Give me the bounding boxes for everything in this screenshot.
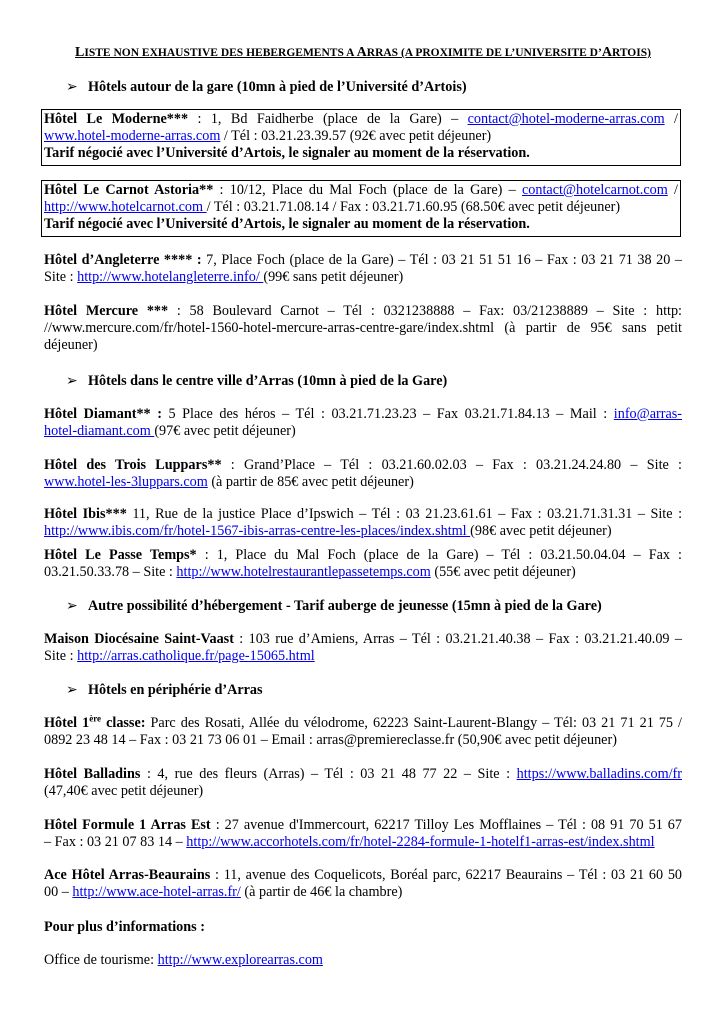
hotel-name: Hôtel 1ère classe:	[44, 713, 146, 731]
page-title: LISTE NON EXHAUSTIVE DES HEBERGEMENTS A ARRAS (A PROXIMITE DE L’UNIVERSITE D’ARTOIS)	[75, 45, 651, 60]
website-link[interactable]: https://www.balladins.com/fr	[516, 766, 682, 782]
maison-diocesaine-entry: Maison Diocésaine Saint-Vaast : 103 rue d’Amiens, Arras – Tél : 03.21.21.40.38 – Fax : 03.21.21.40.09 – Site : http://arras.catholique.fr/page-15065.html	[44, 631, 682, 664]
email-link[interactable]: contact@hotel-moderne-arras.com	[467, 111, 665, 127]
hotel-name: Hôtel Formule 1 Arras Est	[44, 817, 211, 833]
website-link[interactable]: www.hotel-moderne-arras.com	[44, 128, 221, 144]
website-link[interactable]: http://www.ace-hotel-arras.fr/	[72, 884, 241, 900]
arrow-bullet-icon: ➢	[66, 682, 78, 698]
hotel-name: Hôtel Le Moderne***	[44, 111, 189, 127]
hotel-moderne-entry: Hôtel Le Moderne*** : 1, Bd Faidherbe (place de la Gare) – contact@hotel-moderne-arras.com / www.hotel-moderne-arras.com / Tél : 03.21.23.39.57 (92€ avec petit déjeuner) Tarif négocié avec l’Université d’Artois, le signaler au moment de la réservation.	[41, 109, 681, 166]
hotel-name: Hôtel Le Carnot Astoria**	[44, 182, 214, 198]
arrow-bullet-icon: ➢	[66, 373, 78, 389]
email-link-continued[interactable]: hotel-diamant.com	[44, 423, 155, 439]
hotel-name: Hôtel des Trois Luppars**	[44, 457, 222, 473]
hotel-balladins-entry: Hôtel Balladins : 4, rue des fleurs (Arras) – Tél : 03 21 48 77 22 – Site : https://www.balladins.com/fr (47,40€ avec petit déjeuner)	[44, 766, 682, 799]
hotel-premiere-classe-entry: Hôtel 1ère classe: Parc des Rosati, Allée du vélodrome, 62223 Saint-Laurent-Blangy – Tél: 03 21 71 21 75 / 0892 23 48 14 – Fax : 03 21 73 06 01 – Email : arras@premiereclasse.fr (50,90€ avec petit déjeuner)	[44, 713, 682, 748]
arrow-bullet-icon: ➢	[66, 79, 78, 95]
website-link[interactable]: http://arras.catholique.fr/page-15065.html	[77, 648, 315, 664]
website-link[interactable]: www.hotel-les-3luppars.com	[44, 474, 208, 490]
negotiated-rate-note: Tarif négocié avec l’Université d’Artois, le signaler au moment de la réservation.	[44, 216, 530, 232]
more-info-heading: Pour plus d’informations :	[44, 919, 205, 935]
hotel-angleterre-entry: Hôtel d’Angleterre **** : 7, Place Foch (place de la Gare) – Tél : 03 21 51 51 16 – Fax : 03 21 71 38 20 – Site : http://www.hotelangleterre.info/ (99€ sans petit déjeuner)	[44, 252, 682, 285]
hotel-name: Hôtel Ibis***	[44, 506, 127, 522]
hotel-luppars-entry: Hôtel des Trois Luppars** : Grand’Place – Tél : 03.21.60.02.03 – Fax : 03.21.24.24.80 – Site : www.hotel-les-3luppars.com (à partir de 85€ avec petit déjeuner)	[44, 457, 682, 490]
hotel-ibis-entry: Hôtel Ibis*** 11, Rue de la justice Place d’Ipswich – Tél : 03 21.23.61.61 – Fax : 03.21.71.31.31 – Site : http://www.ibis.com/fr/hotel-1567-ibis-arras-centre-les-places/index.shtml (98€ avec petit déjeuner)	[44, 506, 683, 539]
website-link[interactable]: http://www.hotelcarnot.com	[44, 199, 207, 215]
section-heading-gare: ➢ Hôtels autour de la gare (10mn à pied de l’Université d’Artois)	[66, 79, 467, 95]
hotel-mercure-entry: Hôtel Mercure *** : 58 Boulevard Carnot – Tél : 0321238888 – Fax: 03/21238889 – Site : http: //www.mercure.com/fr/hotel-1560-hotel-mercure-arras-centre-gare/index.shtml (à partir de 95€ sans petit déjeuner)	[44, 303, 682, 353]
arrow-bullet-icon: ➢	[66, 598, 78, 614]
email-link[interactable]: info@arras-	[613, 406, 682, 422]
website-link[interactable]: http://www.accorhotels.com/fr/hotel-2284-formule-1-hotelf1-arras-est/index.shtml	[186, 834, 655, 850]
website-link[interactable]: http://www.hotelangleterre.info/	[77, 269, 264, 285]
ace-hotel-entry: Ace Hôtel Arras-Beaurains : 11, avenue des Coquelicots, Boréal parc, 62217 Beaurains – Tél : 03 21 60 50 00 – http://www.ace-hotel-arras.fr/ (à partir de 46€ la chambre)	[44, 867, 683, 900]
website-link[interactable]: http://www.ibis.com/fr/hotel-1567-ibis-arras-centre-les-places/index.shtml	[44, 523, 471, 539]
tourism-office-entry: Office de tourisme: http://www.explorearras.com	[44, 952, 323, 968]
hotel-name: Hôtel Le Passe Temps*	[44, 547, 197, 563]
hotel-name: Hôtel d’Angleterre **** :	[44, 252, 202, 268]
hotel-name: Hôtel Diamant** :	[44, 406, 162, 422]
hotel-name: Hôtel Mercure ***	[44, 303, 169, 319]
section-heading-centre: ➢ Hôtels dans le centre ville d’Arras (10mn à pied de la Gare)	[66, 373, 448, 389]
negotiated-rate-note: Tarif négocié avec l’Université d’Artois, le signaler au moment de la réservation.	[44, 145, 530, 161]
website-link[interactable]: http://www.hotelrestaurantlepassetemps.com	[176, 564, 431, 580]
hotel-carnot-entry: Hôtel Le Carnot Astoria** : 10/12, Place du Mal Foch (place de la Gare) – contact@hotelcarnot.com / http://www.hotelcarnot.com / Tél : 03.21.71.08.14 / Fax : 03.21.71.60.95 (68.50€ avec petit déjeuner) Tarif négocié avec l’Université d’Artois, le signaler au moment de la réservation.	[41, 180, 681, 237]
hotel-name: Maison Diocésaine Saint-Vaast	[44, 631, 234, 647]
section-heading-auberge: ➢ Autre possibilité d’hébergement - Tarif auberge de jeunesse (15mn à pied de la Gare)	[66, 598, 602, 614]
hotel-name: Hôtel Balladins	[44, 766, 141, 782]
hotel-diamant-entry: Hôtel Diamant** : 5 Place des héros – Tél : 03.21.71.23.23 – Fax 03.21.71.84.13 – Mail : info@arras- hotel-diamant.com (97€ avec petit déjeuner)	[44, 406, 682, 439]
hotel-passe-temps-entry: Hôtel Le Passe Temps* : 1, Place du Mal Foch (place de la Gare) – Tél : 03.21.50.04.04 – Fax : 03.21.50.33.78 – Site : http://www.hotelrestaurantlepassetemps.com (55€ avec petit déjeuner)	[44, 547, 682, 580]
section-heading-peripherie: ➢ Hôtels en périphérie d’Arras	[66, 682, 263, 698]
email-link[interactable]: contact@hotelcarnot.com	[521, 182, 668, 198]
website-link[interactable]: http://www.explorearras.com	[157, 952, 323, 968]
hotel-formule1-entry: Hôtel Formule 1 Arras Est : 27 avenue d'Immercourt, 62217 Tilloy Les Mofflaines – Tél : 08 91 70 51 67 – Fax : 03 21 07 83 14 – http://www.accorhotels.com/fr/hotel-2284-formule-1-hotelf1-arras-est/index.shtml	[44, 817, 682, 850]
hotel-name: Ace Hôtel Arras-Beaurains	[44, 867, 211, 883]
